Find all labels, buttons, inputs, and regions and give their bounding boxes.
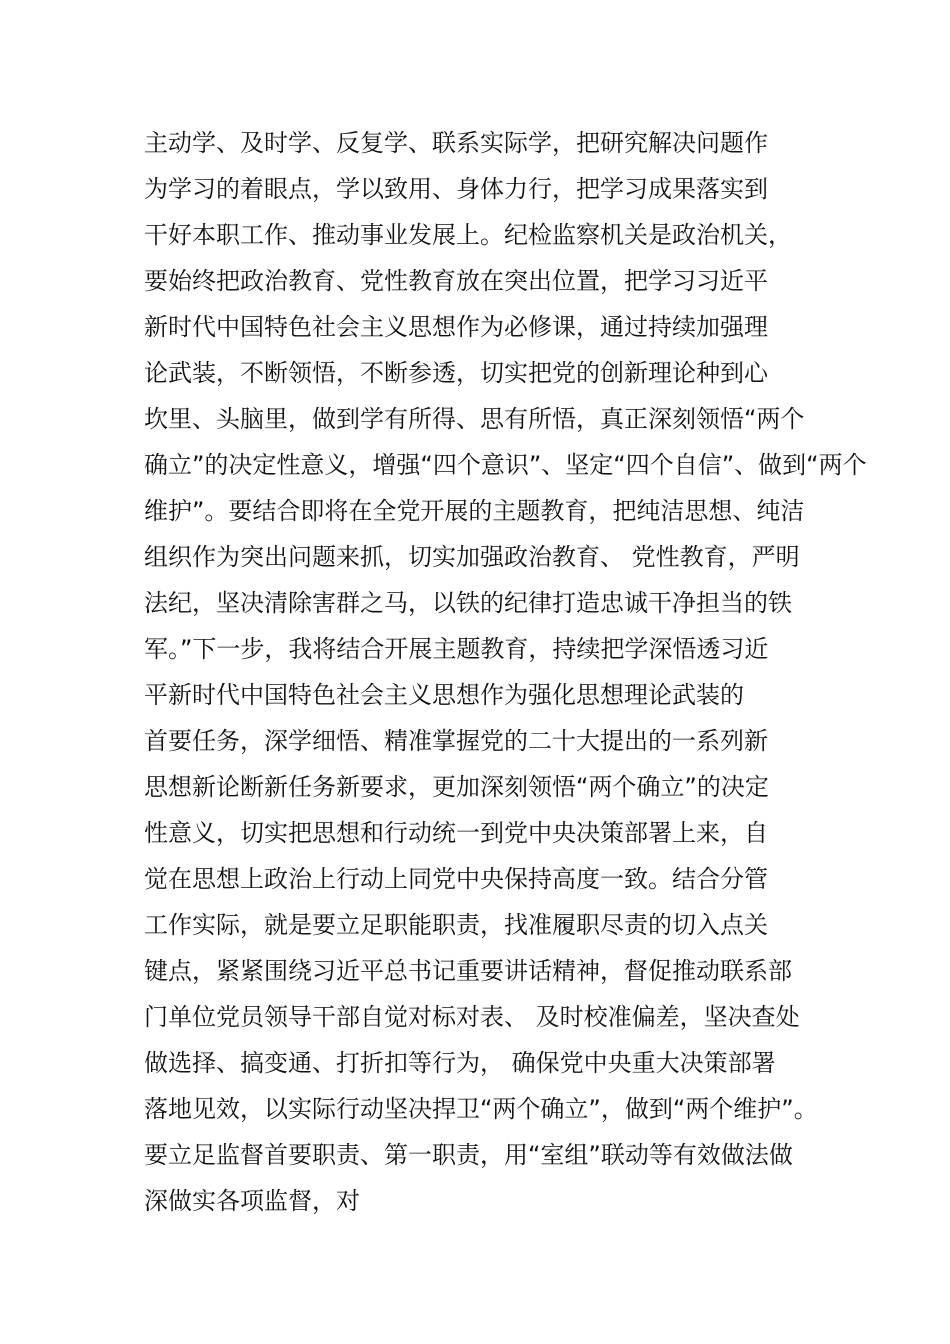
text-line: 坎里、头脑里，做到学有所得、思有所悟，真正深刻领悟“两个 — [144, 405, 805, 433]
text-line: 平新时代中国特色社会主义思想作为强化思想理论武装的 — [144, 681, 744, 709]
text-line: 门单位党员领导干部自觉对标对表、 及时校准偏差，坚决查处 — [144, 1003, 800, 1031]
text-line: 新时代中国特色社会主义思想作为必修课，通过持续加强理 — [144, 313, 768, 341]
text-line: 性意义，切实把思想和行动统一到党中央决策部署上来，自 — [144, 819, 768, 847]
text-line: 法纪，坚决清除害群之马，以铁的纪律打造忠诚干净担当的铁 — [144, 589, 792, 617]
text-line: 键点，紧紧围绕习近平总书记重要讲话精神，督促推动联系部 — [144, 957, 792, 985]
text-line: 觉在思想上政治上行动上同党中央保持高度一致。结合分管 — [144, 865, 768, 893]
text-line: 工作实际，就是要立足职能职责，找准履职尽责的切入点关 — [144, 911, 768, 939]
text-line: 论武装，不断领悟，不断参透，切实把党的创新理论种到心 — [144, 359, 768, 387]
text-line: 为学习的着眼点，学以致用、身体力行，把学习成果落实到 — [144, 175, 768, 203]
text-line: 组织作为突出问题来抓，切实加强政治教育、 党性教育，严明 — [144, 543, 800, 571]
text-line: 做选择、搞变通、打折扣等行为， 确保党中央重大决策部署 — [144, 1049, 776, 1077]
text-line: 主动学、及时学、反复学、联系实际学，把研究解决问题作 — [144, 129, 768, 157]
text-line: 维护”。要结合即将在全党开展的主题教育，把纯洁思想、纯洁 — [144, 497, 805, 525]
text-line: 深做实各项监督，对 — [144, 1187, 360, 1215]
text-line: 要立足监督首要职责、第一职责，用“室组”联动等有效做法做 — [144, 1141, 793, 1169]
text-line: 干好本职工作、推动事业发展上。纪检监察机关是政治机关， — [144, 221, 792, 249]
text-line: 落地见效，以实际行动坚决捍卫“两个确立”，做到“两个维护”。 — [144, 1095, 818, 1123]
text-line: 军。”下一步，我将结合开展主题教育，持续把学深悟透习近 — [144, 635, 769, 663]
text-line: 确立”的决定性意义，增强“四个意识”、坚定“四个自信”、做到“两个 — [144, 451, 867, 479]
text-line: 首要任务，深学细悟、精准掌握党的二十大提出的一系列新 — [144, 727, 768, 755]
text-line: 思想新论断新任务新要求，更加深刻领悟“两个确立”的决定 — [144, 773, 769, 801]
text-line: 要始终把政治教育、党性教育放在突出位置，把学习习近平 — [144, 267, 768, 295]
body-paragraph — [144, 120, 867, 1224]
